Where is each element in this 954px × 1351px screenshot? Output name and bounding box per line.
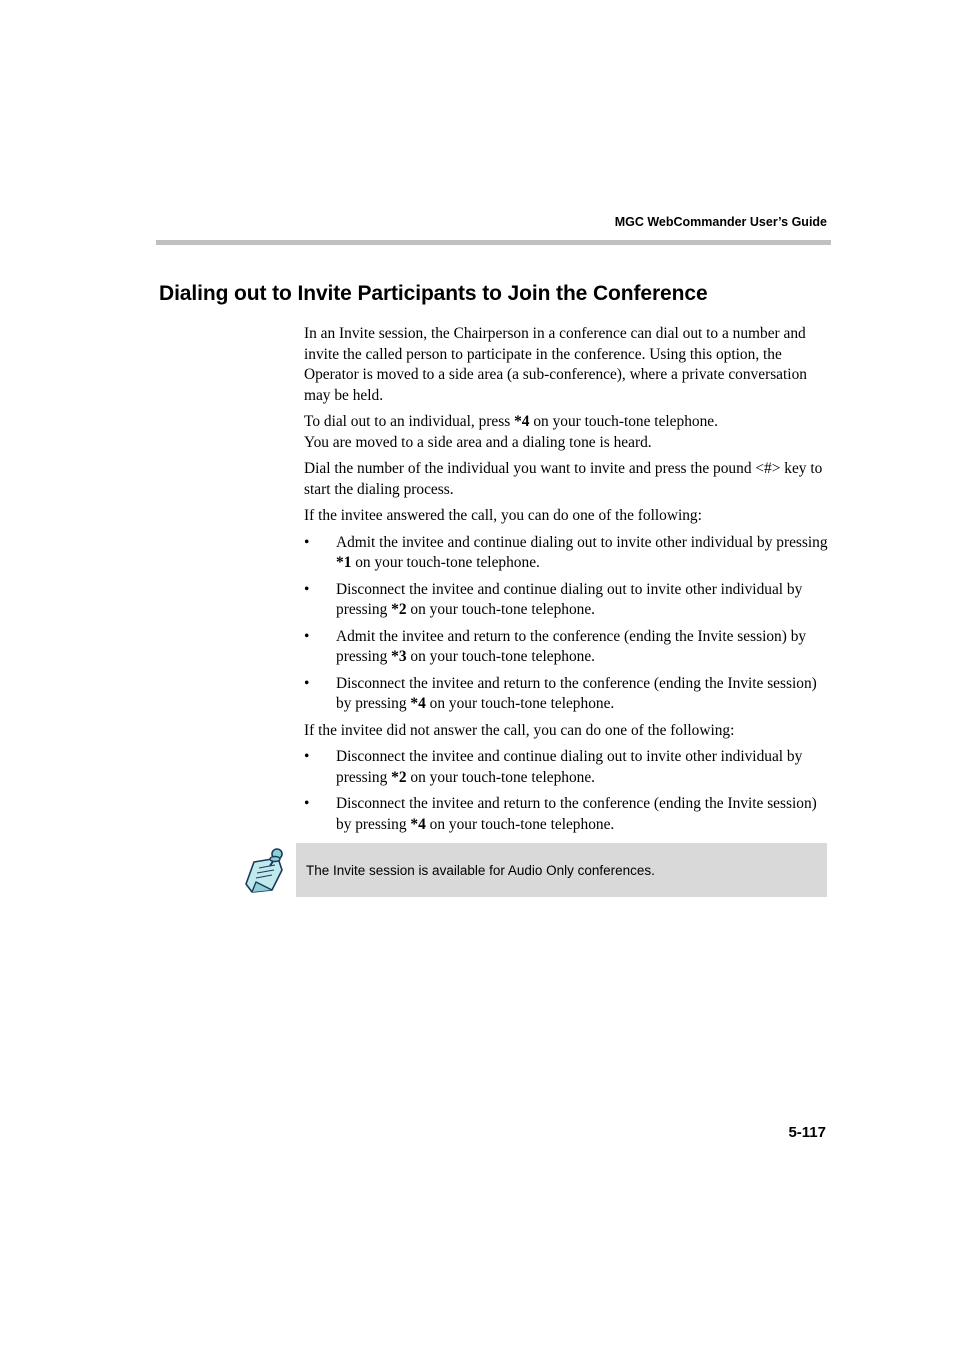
key-code: *4 — [514, 413, 530, 430]
key-code: *2 — [391, 601, 407, 618]
note-text: The Invite session is available for Audio Only conferences. — [306, 862, 655, 878]
text-span: on your touch-tone telephone. — [425, 815, 615, 833]
key-code: *3 — [391, 648, 407, 665]
note-pin-icon — [242, 848, 288, 894]
paragraph-dial-number: Dial the number of the individual you want to invite and press the pound <#> key to start the dialing process. — [304, 460, 823, 498]
text-span: Disconnect the invitee and return to the conference (ending the Invite session) by pressing — [336, 674, 817, 712]
list-item — [304, 674, 829, 715]
answered-intro: If the invitee answered the call, you can do one of the following: — [304, 507, 702, 524]
key-code: *4 — [410, 695, 426, 712]
answered-list — [304, 533, 829, 715]
bullet: • — [304, 674, 310, 692]
key-code: *1 — [336, 554, 352, 571]
section-heading: Dialing out to Invite Participants to Join the Conference — [159, 282, 708, 305]
bullet: • — [304, 580, 310, 598]
note-box — [296, 843, 827, 897]
text-span: Admit the invitee and return to the conference (ending the Invite session) by pressing — [336, 627, 807, 665]
bullet: • — [304, 748, 310, 765]
not-answered-list — [304, 747, 829, 835]
text-span: To dial out to an individual, press — [304, 413, 515, 430]
bullet: • — [304, 795, 310, 812]
key-code: *4 — [410, 815, 426, 833]
text-span: on your touch-tone telephone. — [406, 768, 596, 786]
text-span: You are moved to a side area and a dialing tone is heard. — [304, 433, 652, 451]
text-span: Admit the invitee and continue dialing out to invite other individual by pressing — [336, 533, 828, 551]
text-span: on your touch-tone telephone. — [351, 554, 540, 571]
page-number: 5-117 — [788, 1124, 826, 1141]
list-item — [304, 580, 829, 621]
key-code: *2 — [391, 768, 407, 786]
paragraph-dial-out — [304, 412, 829, 453]
list-item — [304, 627, 829, 668]
text-span: Disconnect the invitee and continue dialing out to invite other individual by pressing — [336, 580, 803, 618]
paragraph-intro: In an Invite session, the Chairperson in a conference can dial out to a number and invite the called person to participate in the conference. Using this option, the Operator is moved to a side area (a sub-conference), where a private conversation may be held. — [304, 325, 807, 404]
header-rule — [156, 240, 831, 245]
text-span: on your touch-tone telephone. — [406, 601, 596, 618]
list-item — [304, 747, 829, 788]
text-span: Disconnect the invitee and return to the conference (ending the Invite session) by pressing — [336, 795, 817, 833]
not-answered-intro: If the invitee did not answer the call, you can do one of the following: — [304, 721, 735, 739]
text-span: on your touch-tone telephone. — [529, 413, 718, 430]
bullet: • — [304, 533, 310, 551]
text-span: on your touch-tone telephone. — [425, 695, 615, 712]
bullet: • — [304, 627, 310, 645]
text-span: Disconnect the invitee and continue dialing out to invite other individual by pressing — [336, 748, 803, 786]
body-text — [304, 324, 829, 841]
list-item — [304, 533, 829, 574]
list-item — [304, 794, 829, 835]
text-span: on your touch-tone telephone. — [406, 648, 596, 665]
running-header: MGC WebCommander User’s Guide — [614, 215, 827, 229]
